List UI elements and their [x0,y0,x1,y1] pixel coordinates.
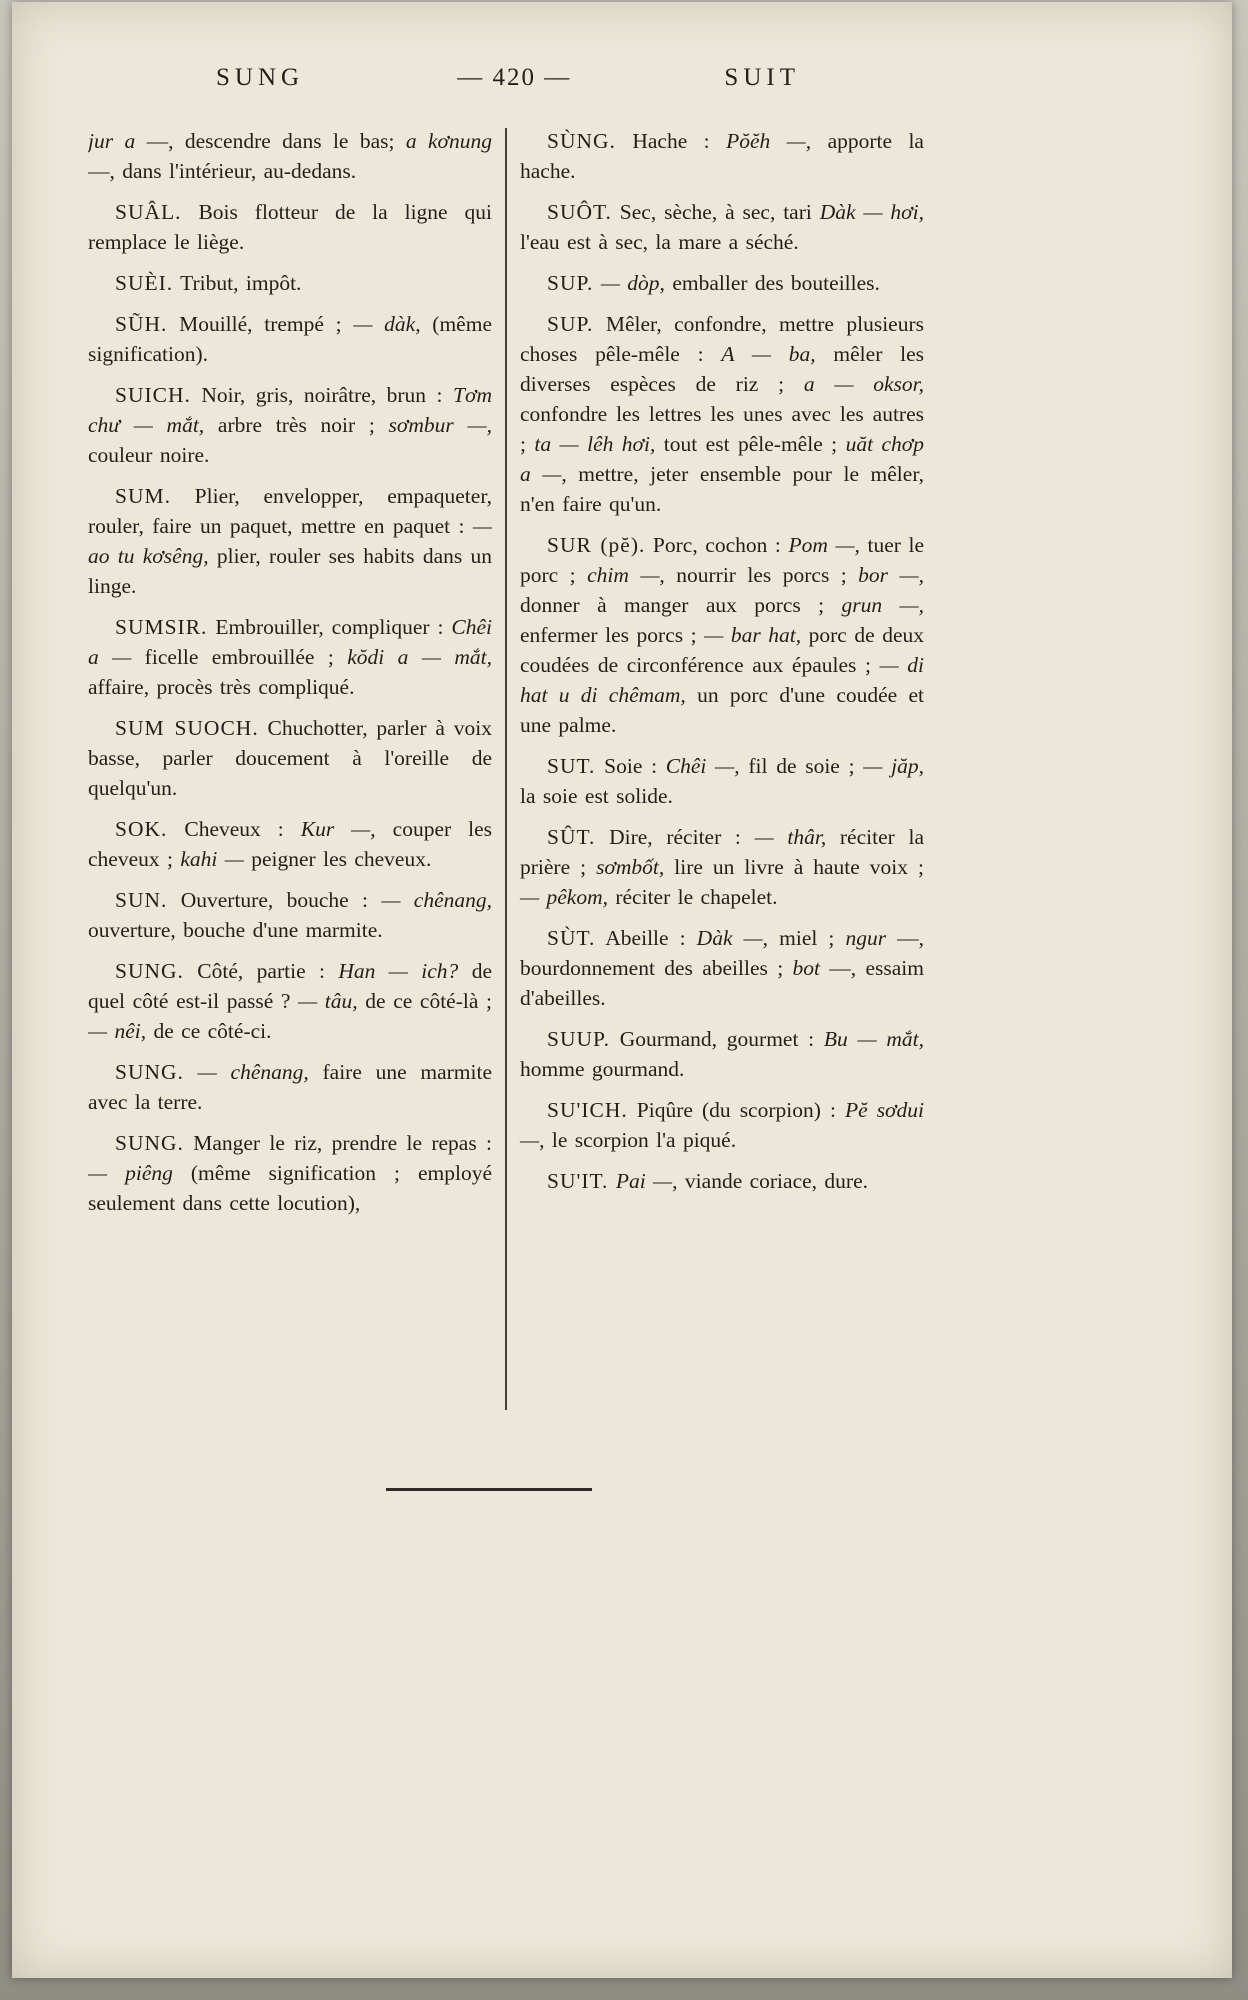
definition-text: homme gourmand. [520,1057,685,1081]
dictionary-entry [520,126,924,186]
definition-text: Côté, partie : [183,959,339,983]
foreign-term: — nêi, [88,1019,147,1043]
definition-text: faire une marmite avec la terre. [88,1060,493,1114]
definition-text: un porc d'une coudée et une palme. [520,683,924,737]
definition-text: Mouillé, trempé ; [167,312,354,336]
headword: SŨH. [115,312,168,336]
dictionary-entry [520,530,924,740]
running-header [88,64,924,92]
headword: SUUP. [547,1027,610,1051]
foreign-term: — dàk, [353,312,421,336]
foreign-term: jur a [88,129,136,153]
guide-word-right: SUIT [724,64,800,91]
definition-text: viande coriace, dure. [677,1169,868,1193]
dictionary-entry [520,1024,924,1084]
definition-text: Dire, réciter : [595,825,755,849]
foreign-term: bor —, [858,563,924,587]
foreign-term: Bu — mắt, [823,1027,924,1051]
foreign-term: a kơnung [405,129,492,153]
dictionary-entry [520,1095,924,1155]
definition-text: Mêler, confondre, mettre plusieurs choses pêle-mêle : [520,312,924,366]
headword: SUR (pĕ). [547,533,646,557]
headword: SUM. [115,484,171,508]
definition-text: tuer le porc ; [520,533,924,587]
headword: SUÈI. [115,271,174,295]
definition-text: tout est pêle-mêle ; [655,432,846,456]
definition-text: Piqûre (du scorpion) : [627,1098,845,1122]
dictionary-entry [520,309,924,519]
foreign-term: Dàk — hơi, [819,200,924,224]
foreign-term: grun —, [841,593,924,617]
headword: SUP. [547,312,594,336]
dictionary-entry [520,197,924,257]
definition-text: le scorpion l'a piqué. [544,1128,737,1152]
foreign-term: A — ba, [721,342,816,366]
book-page [12,2,1232,1978]
footer-separator-rule [386,1488,592,1491]
right-column [520,126,924,1410]
definition-text: Embrouiller, compliquer : [207,615,452,639]
definition-text: miel ; [768,926,846,950]
headword: SUMSIR. [115,615,208,639]
foreign-term: — dòp, [600,271,665,295]
foreign-term: Pŏĕh —, [726,129,812,153]
foreign-term: Chêi —, [665,754,740,778]
definition-text: couleur noire. [88,443,210,467]
definition-text: Ouverture, bouche : [167,888,382,912]
foreign-term: — thâr, [754,825,827,849]
headword: SUÂL. [115,200,182,224]
headword: SUICH. [115,383,191,407]
text-block [88,64,924,1410]
foreign-term: — di hat u di chêmam, [520,653,924,707]
definition-text: (même signification ; employé seulement dans cette locution), [88,1161,492,1215]
dictionary-entry [520,751,924,811]
headword: SU'ICH. [547,1098,628,1122]
dictionary-entry [88,126,492,186]
definition-text: (même signification). [88,312,492,366]
dictionary-entry [520,1166,924,1196]
definition-text: donner à manger aux porcs ; [520,593,842,617]
foreign-term: Kur —, [300,817,376,841]
foreign-term: ta — lêh hơi, [534,432,656,456]
dictionary-entry [88,956,492,1046]
definition-text: réciter la prière ; [520,825,924,879]
dictionary-entry [88,268,492,298]
dictionary-entry [88,814,492,874]
definition-text: Bois flotteur de la ligne qui remplace le liège. [88,200,492,254]
headword: SUNG. [115,1131,184,1155]
definition-text: —, bourdonnement des abeilles ; [520,926,924,980]
foreign-term: — pêkom, [520,885,608,909]
foreign-term: sơmbốt, [596,855,665,879]
foreign-term: — jăp, [863,754,924,778]
definition-text: emballer des bouteilles. [664,271,880,295]
headword: SOK. [115,817,168,841]
foreign-term: Han — ich? [338,959,459,983]
dictionary-entry [88,713,492,803]
foreign-term: ngur [845,926,887,950]
definition-text: lire un livre à haute voix ; [664,855,924,879]
definition-text: Plier, envelopper, empaqueter, rouler, faire un paquet, mettre en paquet : [88,484,492,538]
definition-text: ouverture, bouche d'une marmite. [88,918,383,942]
definition-text: Cheveux : [167,817,301,841]
definition-text: de ce côté-ci. [146,1019,272,1043]
definition-text: Porc, cochon : [645,533,789,557]
dictionary-columns [88,126,924,1410]
foreign-term: a — oksor, [803,372,924,396]
definition-text [184,1060,198,1084]
definition-text: la soie est solide. [520,784,673,808]
headword: SUNG. [115,959,184,983]
headword: SUT. [547,754,596,778]
dictionary-entry [520,822,924,912]
definition-text: plier, rouler ses habits dans un linge. [88,544,492,598]
guide-word-left: SUNG [216,64,305,91]
dictionary-entry [88,885,492,945]
foreign-term: — bar hat, [704,623,802,647]
dictionary-entry [88,309,492,369]
column-divider-rule [505,128,507,1410]
headword: SU'IT. [547,1169,609,1193]
definition-text: affaire, procès très compliqué. [88,675,355,699]
definition-text: mettre, jeter ensemble pour le mêler, n'en faire qu'un. [520,462,924,516]
definition-text: ficelle embrouillée ; [131,645,348,669]
page-number: — 420 — [457,64,572,91]
definition-text: de quel côté est-il passé ? [88,959,492,1013]
definition-text: Manger le riz, prendre le repas : [183,1131,492,1155]
definition-text: Tribut, impôt. [173,271,302,295]
foreign-term: chim —, [587,563,665,587]
definition-text: couper les cheveux ; [88,817,493,871]
definition-text: —, essaim d'abeilles. [520,956,924,1010]
definition-text: Noir, gris, noirâtre, brun : [190,383,454,407]
dictionary-entry [88,197,492,257]
definition-text: peigner les cheveux. [243,847,432,871]
headword: SUÔT. [547,200,612,224]
definition-text: Chuchotter, parler à voix basse, parler doucement à l'oreille de quelqu'un. [88,716,492,800]
foreign-term: Dàk —, [696,926,769,950]
foreign-term: kŏdi a — mắt, [347,645,492,669]
definition-text: l'eau est à sec, la mare a séché. [520,230,799,254]
foreign-term: uăt chơp a —, [520,432,924,486]
definition-text: —, dans l'intérieur, au-dedans. [88,159,357,183]
headword: SÙNG. [547,129,616,153]
definition-text: mêler les diverses espèces de riz ; [520,342,924,396]
definition-text: Hache : [615,129,727,153]
dictionary-entry [88,612,492,702]
dictionary-entry [520,268,924,298]
dictionary-entry [520,923,924,1013]
definition-text [593,271,600,295]
definition-text: réciter le chapelet. [607,885,778,909]
foreign-term: — tâu, [298,989,358,1013]
definition-text: porc de deux coudées de circonférence aux épaules ; [520,623,924,677]
definition-text: Sec, sèche, à sec, tari [611,200,820,224]
foreign-term: bot [792,956,820,980]
definition-text [608,1169,615,1193]
definition-text: confondre les lettres les unes avec les autres ; [520,402,924,456]
dictionary-entry [88,1057,492,1117]
definition-text: arbre très noir ; [204,413,389,437]
definition-text: fil de soie ; [739,754,864,778]
definition-text: enfermer les porcs ; [520,623,705,647]
definition-text: Abeille : [595,926,697,950]
foreign-term: Pai —, [615,1169,678,1193]
definition-text: —, descendre dans le bas; [135,129,406,153]
foreign-term: — ao tu kơsêng, [88,514,492,568]
headword: SUM SUOCH. [115,716,259,740]
foreign-term: Chêi a — [88,615,492,669]
headword: SÛT. [547,825,596,849]
foreign-term: Pĕ sơdui —, [520,1098,924,1152]
definition-text: nourrir les porcs ; [664,563,859,587]
foreign-term: — piêng [88,1161,173,1185]
foreign-term: — chênang, [381,888,493,912]
definition-text: de ce côté-là ; [357,989,492,1013]
foreign-term: Pom —, [788,533,860,557]
dictionary-entry [88,481,492,601]
foreign-term: Tơm chư — mắt, [88,383,492,437]
dictionary-entry [88,380,492,470]
left-column [88,126,492,1410]
definition-text: Gourmand, gourmet : [609,1027,824,1051]
headword: SÙT. [547,926,596,950]
headword: SUP. [547,271,594,295]
headword: SUN. [115,888,168,912]
headword: SUNG. [115,1060,184,1084]
dictionary-entry [88,1128,492,1218]
foreign-term: sơmbur —, [388,413,492,437]
definition-text: apporte la hache. [520,129,924,183]
foreign-term: kahi — [180,847,244,871]
foreign-term: — chênang, [197,1060,309,1084]
definition-text: Soie : [595,754,666,778]
